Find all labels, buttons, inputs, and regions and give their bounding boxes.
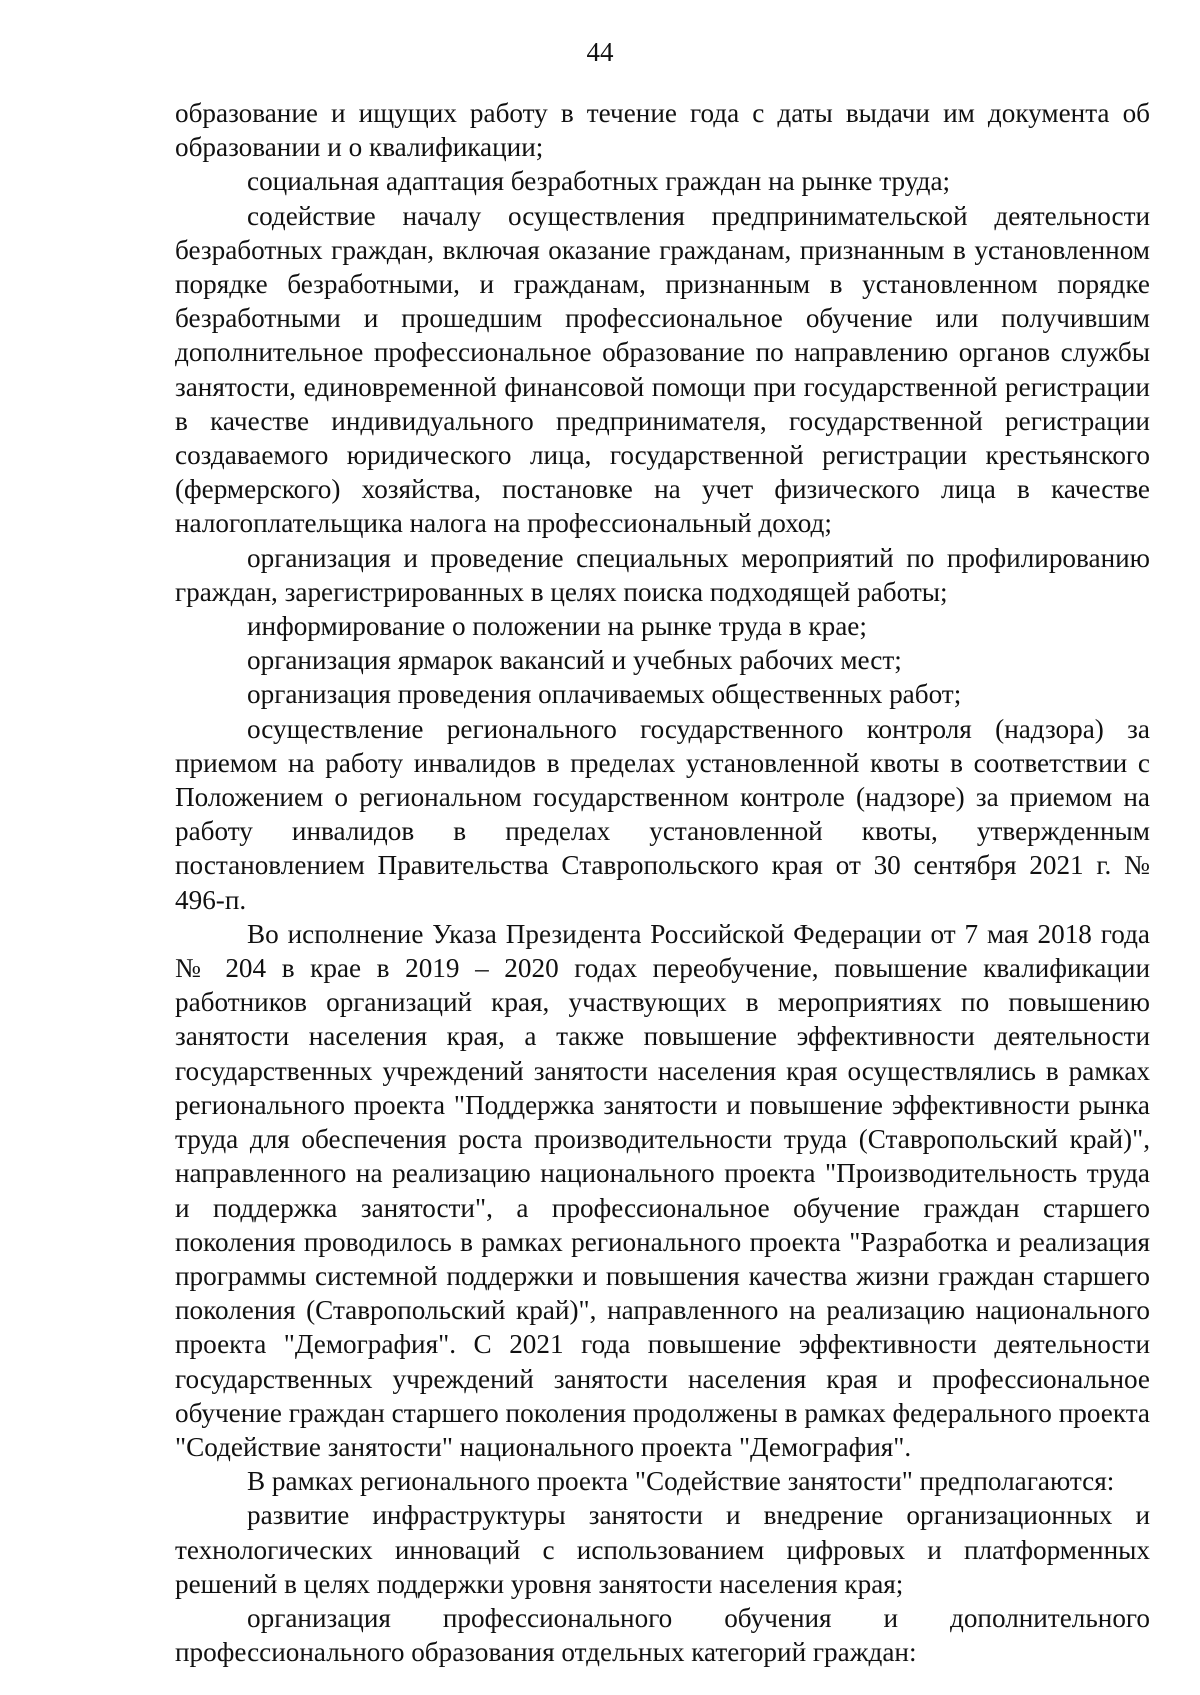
paragraph: организация ярмарок вакансий и учебных рабочих мест;	[247, 645, 902, 676]
paragraph: организация проведения оплачиваемых общественных работ;	[247, 679, 962, 710]
paragraph: развитие инфраструктуры занятости и внедрение организационных и технологических инноваций с использованием цифровых и платформенных решений в целях поддержки уровня занятости населения края;	[175, 1500, 1150, 1599]
paragraph: осуществление регионального государственного контроля (надзора) за приемом на работу инвалидов в пределах установленной квоты в соответствии с Положением о региональном государственном контроле (надзоре) за приемом на работу инвалидов в пределах установленной квоты, утвержденным постановлением Правительства Ставропольского края от 30 сентября 2021 г. № 496-п.	[175, 713, 1150, 915]
paragraph: организация профессионального обучения и дополнительного профессионального образования отдельных категорий граждан:	[175, 1602, 1150, 1668]
document-body	[175, 96, 1150, 1669]
page-number: 44	[586, 37, 614, 67]
paragraph: Во исполнение Указа Президента Российской Федерации от 7 мая 2018 года № 204 в крае в 2019 – 2020 годах переобучение, повышение квалификации работников организаций края, участвующих в мероприятиях по повышению занятости населения края, а также повышение эффективности деятельности государственных учреждений занятости населения края осуществлялись в рамках регионального проекта "Поддержка занятости и повышение эффективности рынка труда для обеспечения роста производительности труда (Ставропольский край)", направленного на реализацию национального проекта "Производительность труда и поддержка занятости", а профессиональное обучение граждан старшего поколения проводилось в рамках регионального проекта "Разработка и реализация программы системной поддержки и повышения качества жизни граждан старшего поколения (Ставропольский край)", направленного на реализацию национального проекта "Демография". С 2021 года повышение эффективности деятельности государственных учреждений занятости населения края и профессиональное обучение граждан старшего поколения продолжены в рамках федерального проекта "Содействие занятости" национального проекта "Демография".	[175, 918, 1150, 1462]
paragraph: В рамках регионального проекта "Содействие занятости" предполагаются:	[247, 1466, 1115, 1497]
paragraph: организация и проведение специальных мероприятий по профилированию граждан, зарегистрированных в целях поиска подходящей работы;	[175, 542, 1150, 607]
paragraph: информирование о положении на рынке труда в крае;	[247, 611, 867, 642]
paragraph: содействие началу осуществления предпринимательской деятельности безработных граждан, включая оказание гражданам, признанным в установленном порядке безработными, и гражданам, признанным в установленном порядке безработными и прошедшим профессиональное обучение или получившим дополнительное профессиональное образование по направлению органов службы занятости, единовременной финансовой помощи при государственной регистрации в качестве индивидуального предпринимателя, государственной регистрации создаваемого юридического лица, государственной регистрации крестьянского (фермерского) хозяйства, постановке на учет физического лица в качестве налогоплательщика налога на профессиональный доход;	[175, 200, 1150, 539]
paragraph-continuation: образование и ищущих работу в течение года с даты выдачи им документа об образовании и о квалификации;	[175, 98, 1150, 163]
paragraph: социальная адаптация безработных граждан на рынке труда;	[247, 166, 951, 197]
